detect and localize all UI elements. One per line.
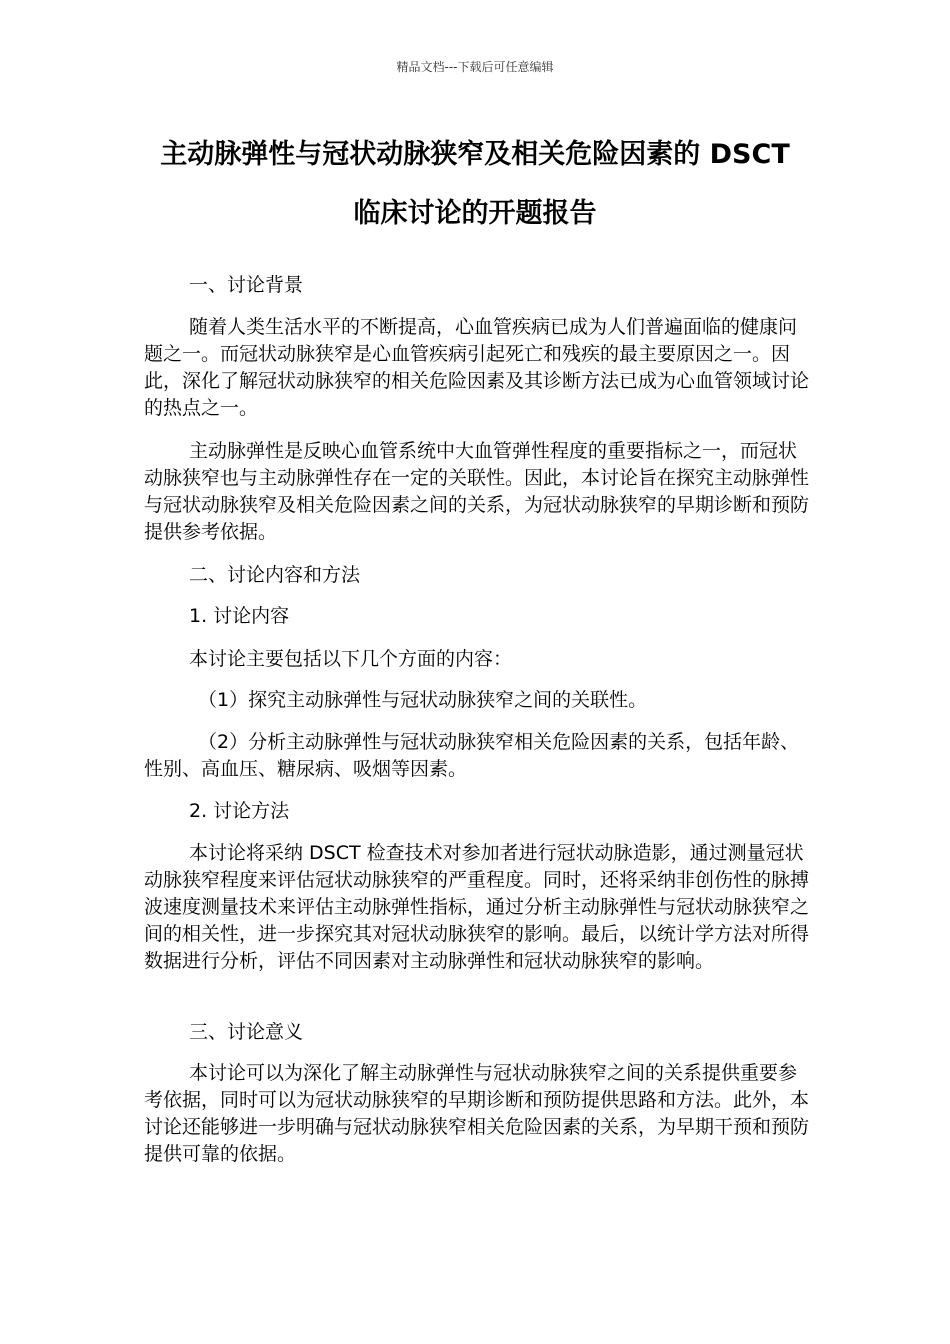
section-2-subheading-method: 2. 讨论方法 — [189, 800, 290, 822]
section-2-heading: 二、讨论内容和方法 — [189, 564, 361, 586]
section-2-item-1: （1）探究主动脉弹性与冠状动脉狭窄之间的关联性。 — [198, 689, 648, 711]
section-3-paragraph: 本讨论可以为深化了解主动脉弹性与冠状动脉狭窄之间的关系提供重要参考依据，同时可以为冠状动脉狭窄的早期诊断和预防提供思路和方法。此外，本讨论还能够进一步明确与冠状动脉狭窄相关危险因素的关系，为早期干预和预防提供可靠的依据。 — [144, 1062, 810, 1165]
header-note: 精品文档---下载后可任意编辑 — [396, 60, 554, 74]
section-1-heading: 一、讨论背景 — [189, 274, 304, 296]
section-1-paragraph-1: 随着人类生活水平的不断提高，心血管疾病已成为人们普遍面临的健康问题之一。而冠状动脉狭窄是心血管疾病引起死亡和残疾的最主要原因之一。因此，深化了解冠状动脉狭窄的相关危险因素及其诊断方法已成为心血管领域讨论的热点之一。 — [144, 316, 810, 419]
section-2-item-2: （2）分析主动脉弹性与冠状动脉狭窄相关危险因素的关系，包括年龄、性别、高血压、糖尿病、吸烟等因素。 — [144, 731, 800, 780]
section-2-intro: 本讨论主要包括以下几个方面的内容： — [189, 648, 513, 670]
document-title-line-1: 主动脉弹性与冠状动脉狭窄及相关危险因素的 DSCT — [160, 139, 790, 170]
section-2-method-paragraph: 本讨论将采纳 DSCT 检查技术对参加者进行冠状动脉造影，通过测量冠状动脉狭窄程度来评估冠状动脉狭窄的严重程度。同时，还将采纳非创伤性的脉搏波速度测量技术来评估主动脉弹性指标，通过分析主动脉弹性与冠状动脉狭窄之间的相关性，进一步探究其对冠状动脉狭窄的影响。最后，以统计学方法对所得数据进行分析，评估不同因素对主动脉弹性和冠状动脉狭窄的影响。 — [144, 842, 810, 972]
section-1-paragraph-2: 主动脉弹性是反映心血管系统中大血管弹性程度的重要指标之一，而冠状动脉狭窄也与主动脉弹性存在一定的关联性。因此，本讨论旨在探究主动脉弹性与冠状动脉狭窄及相关危险因素之间的关系，为冠状动脉狭窄的早期诊断和预防提供参考依据。 — [144, 440, 810, 543]
document-title-line-2: 临床讨论的开题报告 — [353, 198, 597, 229]
section-2-subheading-content: 1. 讨论内容 — [189, 605, 290, 627]
section-3-heading: 三、讨论意义 — [189, 1021, 304, 1043]
